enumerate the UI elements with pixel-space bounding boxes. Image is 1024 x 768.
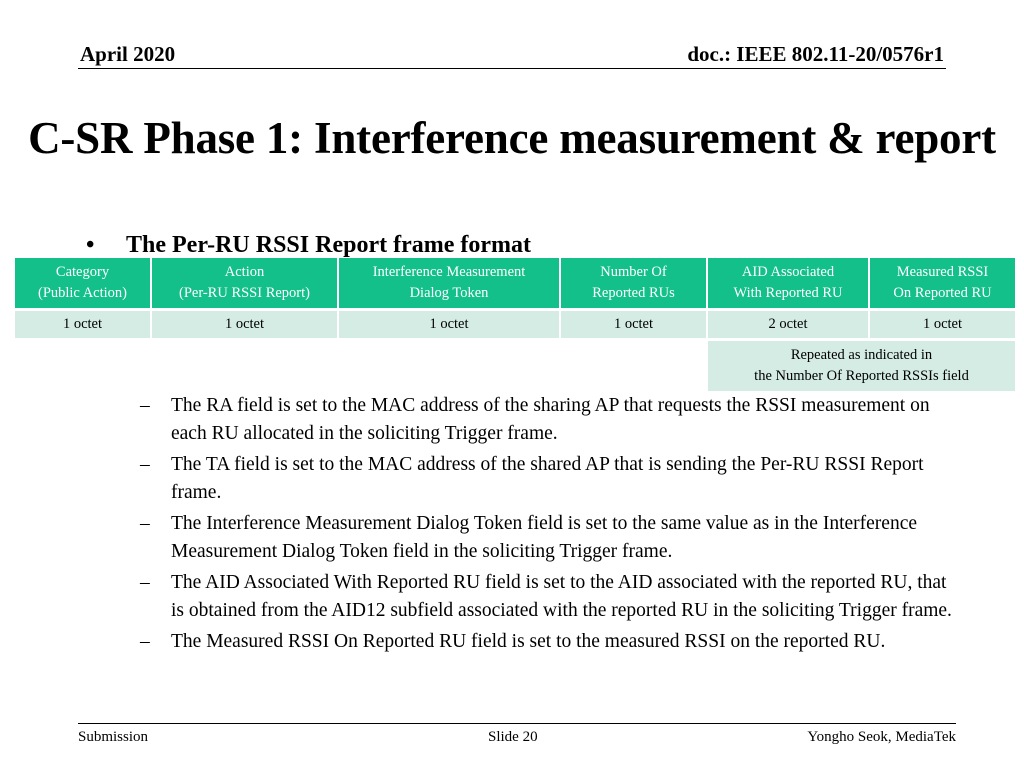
header-date: April 2020 xyxy=(80,42,176,66)
header-cell-number-of-rus: Number Of Reported RUs xyxy=(561,258,706,308)
header-cell-category: Category (Public Action) xyxy=(15,258,150,308)
footer-slide-number: Slide 20 xyxy=(488,729,538,745)
size-cell: 2 octet xyxy=(708,311,868,338)
list-item: – The Interference Measurement Dialog Token field is set to the same value as in the Interference Measurement Dialog Token field in the soliciting Trigger frame. xyxy=(140,513,917,562)
size-cell: 1 octet xyxy=(339,311,559,338)
size-cell: 1 octet xyxy=(870,311,1015,338)
size-cell: 1 octet xyxy=(15,311,150,338)
footer-submission: Submission xyxy=(78,729,149,745)
size-cell: 1 octet xyxy=(152,311,337,338)
header-cell-action: Action (Per-RU RSSI Report) xyxy=(152,258,337,308)
header-divider xyxy=(78,68,946,69)
table-header-row xyxy=(15,258,1015,308)
footer-author: Yongho Seok, MediaTek xyxy=(807,729,956,745)
sub-bullet-list xyxy=(140,392,960,659)
header-cell-measured-rssi: Measured RSSI On Reported RU xyxy=(870,258,1015,308)
header-doc-id: doc.: IEEE 802.11-20/0576r1 xyxy=(687,42,944,66)
bullet-marker: • xyxy=(86,232,95,258)
size-cell: 1 octet xyxy=(561,311,706,338)
footer-divider xyxy=(78,723,956,724)
header-cell-dialog-token: Interference Measurement Dialog Token xyxy=(339,258,559,308)
list-item: – The TA field is set to the MAC address of the shared AP that is sending the Per-RU RSSI Report frame. xyxy=(140,454,924,503)
frame-format-table xyxy=(13,258,1017,391)
slide-title: C-SR Phase 1: Interference measurement & report xyxy=(28,113,996,163)
bullet-text: The Per-RU RSSI Report frame format xyxy=(126,232,531,258)
repeat-note: Repeated as indicated in the Number Of Reported RSSIs field xyxy=(708,341,1015,391)
list-item: – The RA field is set to the MAC address of the sharing AP that requests the RSSI measurement on each RU allocated in the soliciting Trigger frame. xyxy=(140,395,930,444)
table-size-row xyxy=(15,311,1015,338)
list-item: – The Measured RSSI On Reported RU field is set to the measured RSSI on the reported RU. xyxy=(140,631,886,652)
table-repeat-row xyxy=(15,341,1015,391)
header-cell-aid: AID Associated With Reported RU xyxy=(708,258,868,308)
main-bullet xyxy=(86,232,531,259)
list-item: – The AID Associated With Reported RU field is set to the AID associated with the reported RU, that is obtained from the AID12 subfield associated with the reported RU in the soliciting Trigger frame. xyxy=(140,572,952,621)
